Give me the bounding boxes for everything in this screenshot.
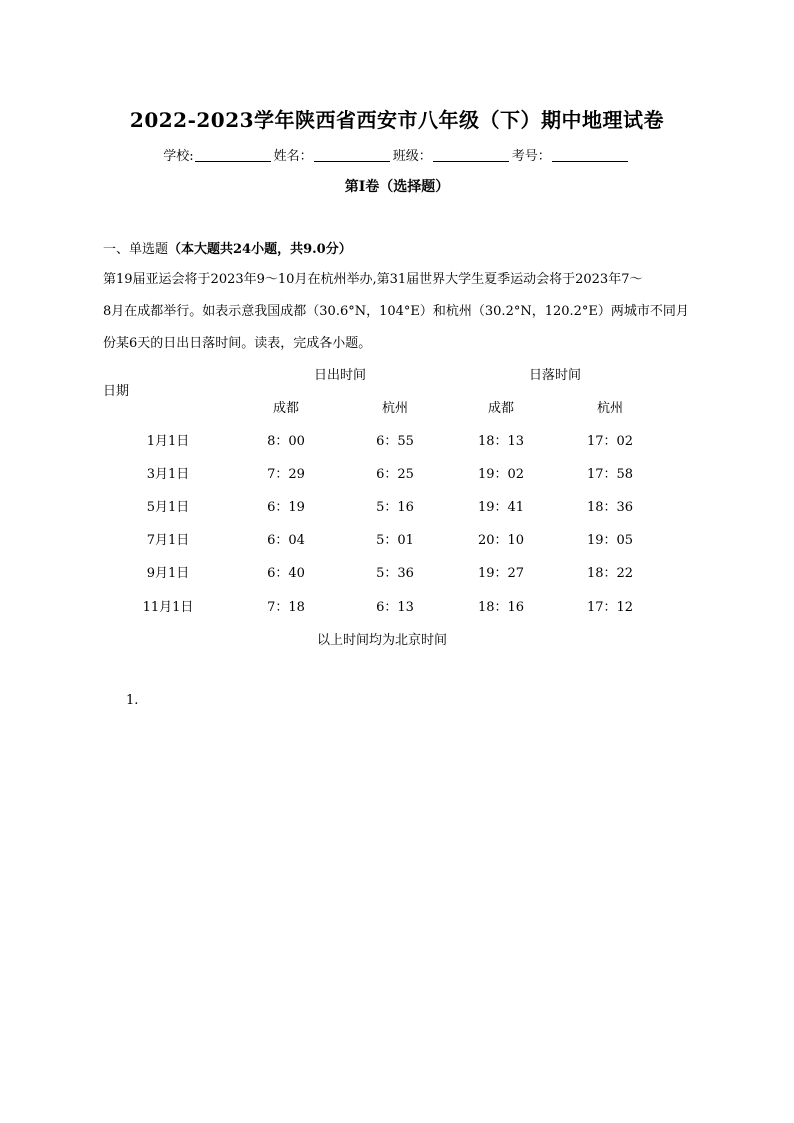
table-row-4-cd-rise: 6：04 [267,533,305,548]
table-row-2-cd-set: 19：02 [477,467,525,482]
table-row-6-hz-rise: 6：13 [376,600,414,615]
table-subheader-chengdu-set: 成都 [487,401,514,416]
table-row-3-hz-set: 18：36 [586,500,634,515]
table-row-2-date: 3月1日 [146,467,190,482]
table-row-3-hz-rise: 5：16 [376,500,414,515]
table-row-2-hz-rise: 6：25 [376,467,414,482]
name-label: 姓名： [273,149,313,164]
table-row-5-hz-rise: 5：36 [376,566,414,581]
table-header-date: 日期 [103,384,130,399]
table-header-sunrise: 日出时间 [313,368,366,383]
stem-line-1: 第19届亚运会将于2023年9～10月在杭州举办,第31届世界大学生夏季运动会将于2023年7～ [103,272,643,287]
table-row-6-hz-set: 17：12 [586,600,634,615]
class-blank [433,149,509,162]
table-row-1-date: 1月1日 [146,434,190,449]
section-title: 第I卷（选择题） [344,179,450,195]
table-row-1-cd-rise: 8：00 [267,434,305,449]
question-section-header [103,238,352,257]
table-row-5-date: 9月1日 [146,566,190,581]
exam-no-blank [552,149,628,162]
question-stem [103,264,695,360]
table-row-1-hz-set: 17：02 [586,434,634,449]
table-row-4-date: 7月1日 [146,533,190,548]
table-row-3-cd-set: 19：41 [477,500,525,515]
table-subheader-hangzhou-set: 杭州 [596,401,623,416]
stem-line-3: 份某6天的日出日落时间。读表，完成各小题。 [103,336,372,351]
table-row-6-date: 11月1日 [142,600,194,615]
question-detail: （本大题共24小题，共9.0分） [168,242,352,257]
table-row-4-cd-set: 20：10 [477,533,525,548]
document-title: 2022-2023学年陕西省西安市八年级（下）期中地理试卷 [129,108,665,132]
table-row-5-cd-set: 19：27 [477,566,525,581]
school-label: 学校: [163,149,194,164]
table-subheader-hangzhou-rise: 杭州 [381,401,408,416]
table-row-6-cd-set: 18：16 [477,600,525,615]
table-row-3-date: 5月1日 [146,500,190,515]
stem-line-2: 8月在成都举行。如表示意我国成都（30.6°N，104°E）和杭州（30.2°N，120.2°E）两城市不同月 [103,304,689,319]
table-row-4-hz-rise: 5：01 [376,533,414,548]
class-label: 班级： [392,149,432,164]
table-row-1-hz-rise: 6：55 [376,434,414,449]
school-blank [195,149,271,162]
table-row-5-hz-set: 18：22 [586,566,634,581]
name-blank [314,149,390,162]
student-info-line [0,145,794,164]
table-row-6-cd-rise: 7：18 [267,600,305,615]
table-row-2-cd-rise: 7：29 [267,467,305,482]
table-row-4-hz-set: 19：05 [586,533,634,548]
exam-no-label: 考号： [511,149,551,164]
table-note: 以上时间均为北京时间 [316,633,447,648]
table-row-1-cd-set: 18：13 [477,434,525,449]
table-header-sunset: 日落时间 [528,368,581,383]
table-subheader-chengdu-rise: 成都 [272,401,299,416]
table-row-5-cd-rise: 6：40 [267,566,305,581]
question-number: 1. [126,693,139,708]
table-row-2-hz-set: 17：58 [586,467,634,482]
table-row-3-cd-rise: 6：19 [267,500,305,515]
question-type: 一、单选题 [103,242,169,257]
